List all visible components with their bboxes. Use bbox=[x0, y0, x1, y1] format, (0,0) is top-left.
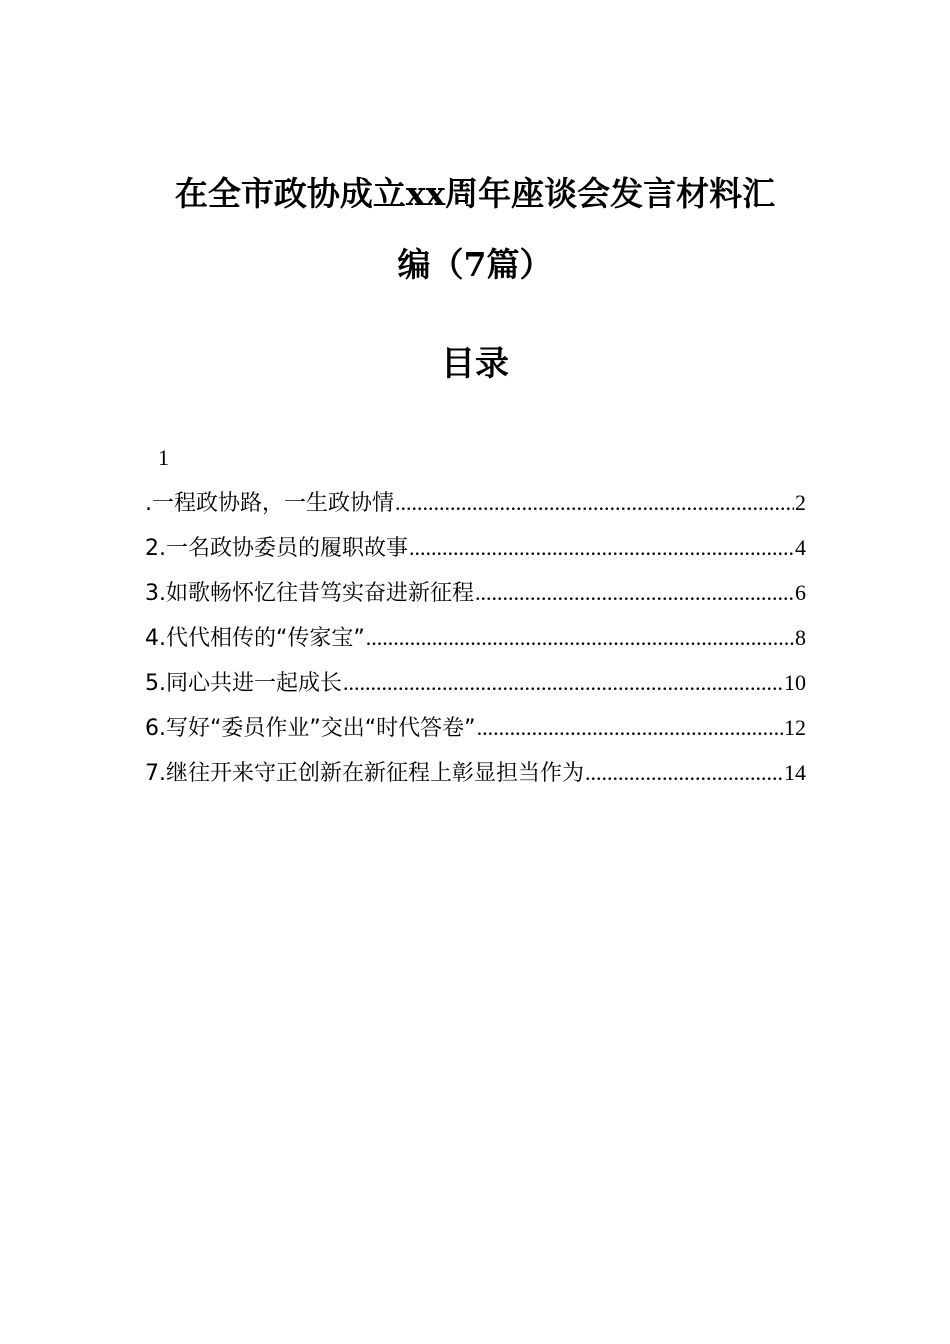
document-title-line-2: 编（7篇） bbox=[397, 245, 553, 284]
document-title-line-1: 在全市政协成立xx周年座谈会发言材料汇 bbox=[174, 174, 776, 213]
toc-stray-number: 1 bbox=[158, 445, 169, 470]
toc-entry-page: 10 bbox=[784, 670, 806, 695]
table-of-contents bbox=[145, 488, 806, 803]
toc-dot-leader bbox=[409, 533, 794, 563]
toc-dot-leader bbox=[475, 578, 794, 608]
toc-entry-page: 4 bbox=[795, 535, 806, 560]
toc-dot-leader bbox=[585, 758, 783, 788]
toc-entry-label: 7.继往开来守正创新在新征程上彰显担当作为 bbox=[145, 761, 584, 786]
toc-entry-3[interactable] bbox=[145, 578, 806, 623]
toc-dot-leader bbox=[366, 623, 794, 653]
toc-entry-page: 8 bbox=[795, 625, 806, 650]
toc-entry-page: 2 bbox=[795, 490, 806, 515]
toc-dot-leader bbox=[477, 713, 783, 743]
toc-entry-label: 2.一名政协委员的履职故事 bbox=[145, 536, 408, 561]
toc-heading: 目录 bbox=[441, 344, 509, 384]
toc-entry-page: 6 bbox=[795, 580, 806, 605]
toc-entry-label: 5.同心共进一起成长 bbox=[145, 671, 342, 696]
toc-entry-1[interactable] bbox=[145, 488, 806, 533]
toc-dot-leader bbox=[395, 488, 794, 518]
toc-entry-4[interactable] bbox=[145, 623, 806, 668]
toc-entry-label: 4.代代相传的“传家宝” bbox=[145, 626, 365, 651]
toc-entry-label: 3.如歌畅怀忆往昔笃实奋进新征程 bbox=[145, 581, 474, 606]
toc-entry-label: .一程政协路，一生政协情 bbox=[145, 491, 394, 516]
toc-entry-page: 12 bbox=[784, 715, 806, 740]
toc-dot-leader bbox=[343, 668, 783, 698]
toc-entry-6[interactable] bbox=[145, 713, 806, 758]
toc-entry-5[interactable] bbox=[145, 668, 806, 713]
toc-entry-7[interactable] bbox=[145, 758, 806, 803]
toc-entry-label: 6.写好“委员作业”交出“时代答卷” bbox=[145, 716, 476, 741]
toc-entry-page: 14 bbox=[784, 760, 806, 785]
toc-entry-2[interactable] bbox=[145, 533, 806, 578]
